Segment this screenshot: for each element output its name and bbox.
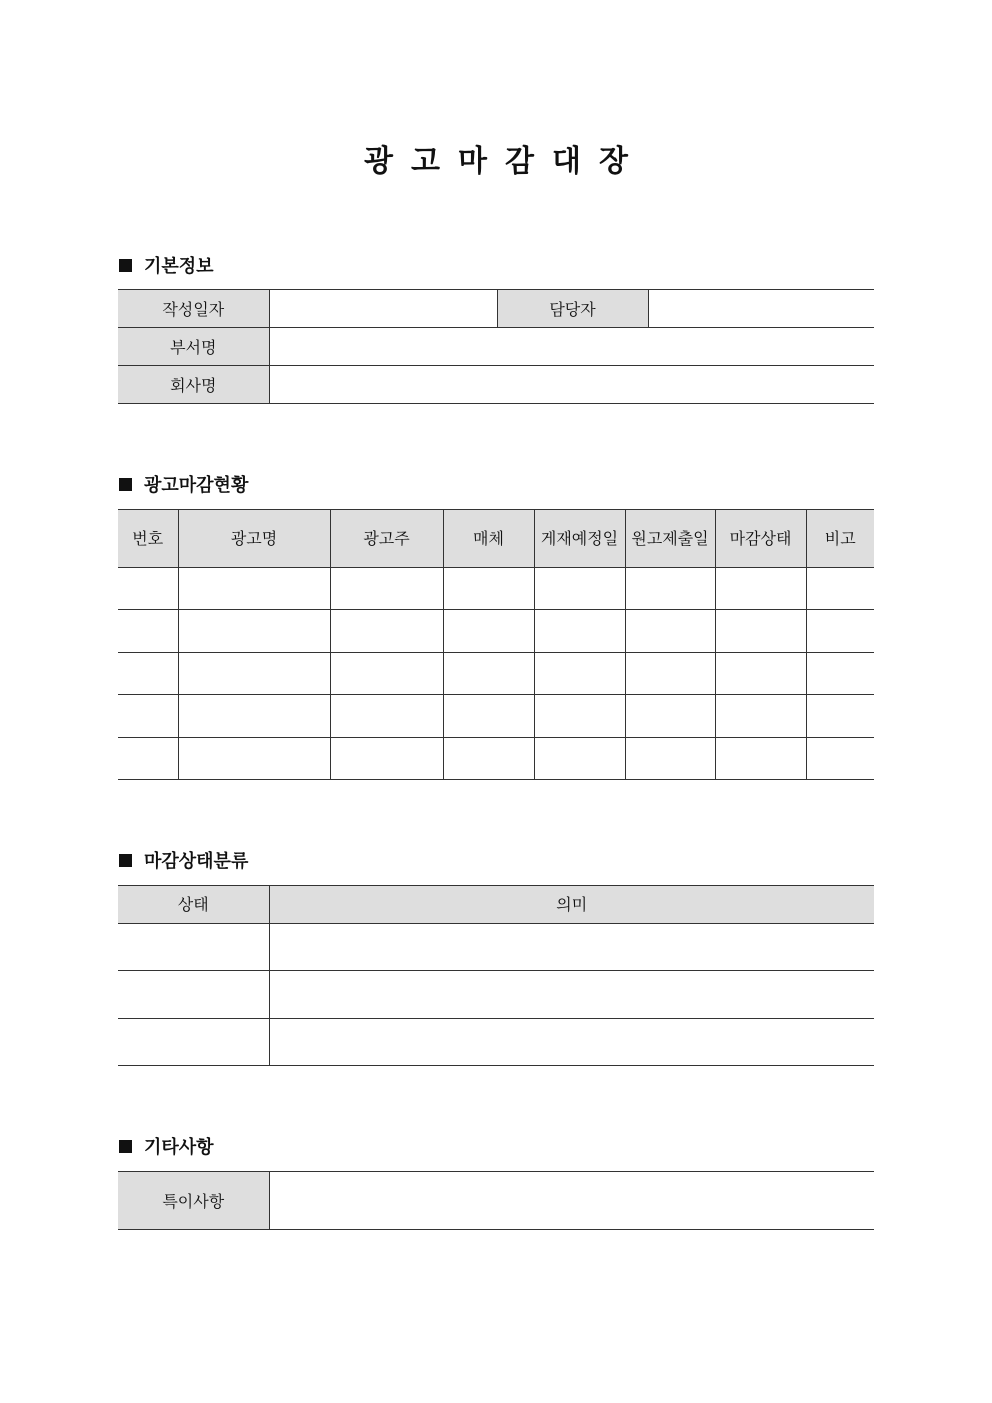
table-cell[interactable] (715, 737, 806, 779)
square-bullet-icon (119, 478, 132, 491)
table-cell[interactable] (269, 1018, 874, 1065)
table-cell[interactable] (806, 652, 874, 694)
label-date: 작성일자 (118, 290, 269, 328)
table-cell[interactable] (625, 568, 715, 610)
section-heading-status (119, 472, 248, 496)
table-cell[interactable] (178, 737, 330, 779)
table-row (118, 1018, 874, 1065)
table-cell[interactable] (625, 652, 715, 694)
company-field[interactable] (269, 366, 874, 404)
table-row (118, 568, 874, 610)
table-cell[interactable] (534, 652, 625, 694)
label-special-notes: 특이사항 (118, 1172, 269, 1230)
column-header-media: 매체 (443, 510, 534, 568)
table-cell[interactable] (330, 610, 443, 652)
column-header-deadline-status: 마감상태 (715, 510, 806, 568)
column-header-publish-date: 게재예정일 (534, 510, 625, 568)
table-cell[interactable] (443, 568, 534, 610)
title-char: 고 (411, 144, 441, 179)
table-cell[interactable] (330, 652, 443, 694)
title-char: 대 (551, 144, 581, 179)
table-cell[interactable] (118, 695, 178, 737)
section-heading-text: 마감상태분류 (144, 851, 249, 872)
department-field[interactable] (269, 328, 874, 366)
table-cell[interactable] (118, 652, 178, 694)
column-header-submission-date: 원고제출일 (625, 510, 715, 568)
section-heading-text: 기타사항 (144, 1137, 214, 1158)
table-cell[interactable] (118, 971, 269, 1018)
label-company: 회사명 (118, 366, 269, 404)
column-header-advertiser: 광고주 (330, 510, 443, 568)
table-cell[interactable] (625, 695, 715, 737)
square-bullet-icon (119, 259, 132, 272)
table-cell[interactable] (443, 652, 534, 694)
table-cell[interactable] (178, 610, 330, 652)
table-cell[interactable] (715, 610, 806, 652)
table-row (118, 737, 874, 779)
title-char: 광 (364, 144, 394, 179)
section-heading-text: 광고마감현황 (144, 475, 249, 496)
table-row (118, 924, 874, 971)
table-cell[interactable] (330, 737, 443, 779)
table-cell[interactable] (443, 695, 534, 737)
table-cell[interactable] (118, 924, 269, 971)
table-cell[interactable] (178, 695, 330, 737)
table-cell[interactable] (118, 737, 178, 779)
status-classification-table (118, 885, 874, 1066)
table-cell[interactable] (715, 568, 806, 610)
table-cell[interactable] (118, 610, 178, 652)
table-cell[interactable] (330, 695, 443, 737)
table-cell[interactable] (269, 924, 874, 971)
ad-deadline-table (118, 509, 874, 780)
table-cell[interactable] (534, 737, 625, 779)
table-cell[interactable] (443, 610, 534, 652)
table-cell[interactable] (625, 610, 715, 652)
etc-table (118, 1171, 874, 1230)
table-cell[interactable] (806, 695, 874, 737)
ad-deadline-table-body (118, 568, 874, 780)
label-manager: 담당자 (497, 290, 648, 328)
title-char: 장 (598, 144, 628, 179)
table-cell[interactable] (443, 737, 534, 779)
table-cell[interactable] (534, 568, 625, 610)
square-bullet-icon (119, 1140, 132, 1153)
column-header-remarks: 비고 (806, 510, 874, 568)
column-header-meaning: 의미 (269, 886, 874, 924)
title-char: 마 (458, 144, 487, 179)
table-row (118, 695, 874, 737)
label-department: 부서명 (118, 328, 269, 366)
table-cell[interactable] (534, 610, 625, 652)
status-classification-table-body (118, 924, 874, 1066)
section-heading-basic (119, 253, 214, 277)
manager-field[interactable] (648, 290, 874, 328)
column-header-ad-name: 광고명 (178, 510, 330, 568)
table-cell[interactable] (118, 1018, 269, 1065)
table-cell[interactable] (534, 695, 625, 737)
table-cell[interactable] (330, 568, 443, 610)
table-cell[interactable] (178, 652, 330, 694)
square-bullet-icon (119, 854, 132, 867)
section-heading-text: 기본정보 (144, 256, 214, 277)
section-heading-classification (119, 848, 248, 872)
special-notes-field[interactable] (269, 1172, 874, 1230)
table-row (118, 610, 874, 652)
table-row (118, 652, 874, 694)
basic-info-table (118, 289, 874, 404)
table-row (118, 971, 874, 1018)
table-cell[interactable] (715, 652, 806, 694)
table-cell[interactable] (806, 568, 874, 610)
table-cell[interactable] (118, 568, 178, 610)
title-char: 감 (505, 144, 534, 179)
column-header-number: 번호 (118, 510, 178, 568)
column-header-status: 상태 (118, 886, 269, 924)
table-cell[interactable] (806, 610, 874, 652)
date-field[interactable] (269, 290, 497, 328)
table-cell[interactable] (269, 971, 874, 1018)
table-cell[interactable] (715, 695, 806, 737)
page-title (0, 136, 992, 180)
table-cell[interactable] (625, 737, 715, 779)
table-cell[interactable] (178, 568, 330, 610)
table-cell[interactable] (806, 737, 874, 779)
section-heading-etc (119, 1134, 214, 1158)
